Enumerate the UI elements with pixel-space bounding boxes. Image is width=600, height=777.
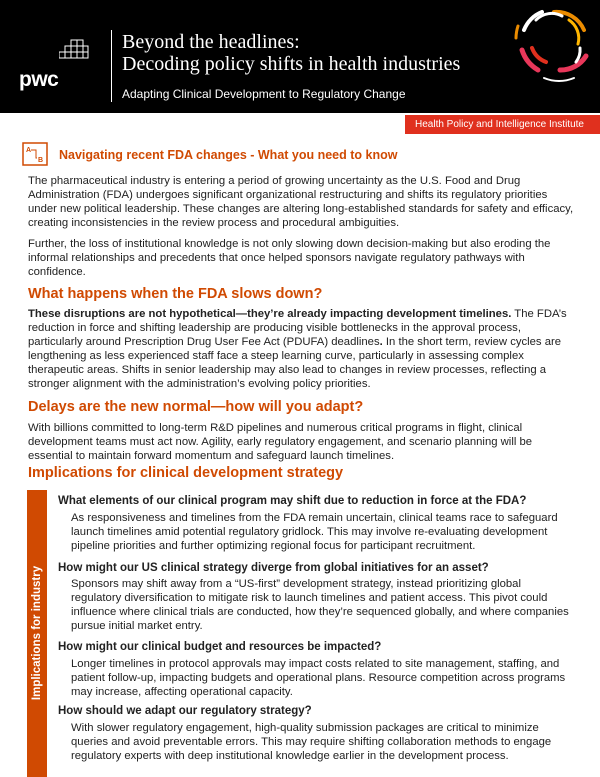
icon-letter-b: B: [38, 157, 44, 164]
question-1: What elements of our clinical program may shift due to reduction in force at the FDA?: [58, 495, 527, 507]
delays-heading: Delays are the new normal—how will you adapt?: [28, 399, 364, 415]
icon-letter-a: A: [26, 147, 32, 154]
header-divider: [111, 30, 112, 102]
implications-heading: Implications for clinical development strategy: [28, 465, 344, 481]
slowdown-heading: What happens when the FDA slows down?: [28, 286, 323, 302]
answer-2: Sponsors may shift away from a “US-first” development strategy, instead prioritizing global regulatory diversification to mitigate risk to launch timelines and patient access. This pivot could influence where clinical trials are conducted, how they’re sequenced globally, and where companies pursue initial market entry.: [71, 578, 569, 632]
intro-heading: Navigating recent FDA changes - What you need to know: [59, 148, 398, 162]
page-title-line2: Decoding policy shifts in health industries: [122, 53, 461, 75]
slowdown-bold-lead: These disruptions are not hypothetical—they’re already impacting development timelines.: [28, 308, 512, 320]
question-3: How might our clinical budget and resources be impacted?: [58, 641, 382, 653]
intro-paragraph-2: Further, the loss of institutional knowledge is not only slowing down decision-making but also eroding the informal relationships and precedents that once helped sponsors navigate regulatory pathways with confidence.: [28, 238, 551, 278]
intro-paragraph-1: The pharmaceutical industry is entering a period of growing uncertainty as the U.S. Food and Drug Administration (FDA) undergoes significant organizational restructuring and shifts its regulatory priorities under new political leadership. These changes are altering long-established standards for safety and efficacy, creating inconsistencies in the review process and procedural ambiguities.: [28, 175, 574, 229]
question-4: How should we adapt our regulatory strategy?: [58, 705, 312, 717]
page-title-line1: Beyond the headlines:: [122, 31, 300, 53]
a-to-b-icon: [22, 142, 48, 166]
implications-side-label: Implications for industry: [31, 565, 43, 701]
pwc-logo: [19, 38, 89, 90]
slowdown-text-b: In the short term, review cycles are lengthening as less experienced staff face a steep learning curve, particularly in assessing complex therapeutic areas. Shifts in senior leadership may also lead to changes in review processes, reflecting a stronger alignment with the administration’s evolving policy priorities.: [28, 336, 562, 390]
header-banner: [0, 0, 600, 113]
answer-4: With slower regulatory engagement, high-quality submission packages are critical to minimize queries and avoid preventable errors. This may require shifting collaboration methods to engage regulatory experts with deep institutional knowledge earlier in the development process.: [71, 722, 552, 762]
delays-paragraph: With billions committed to long-term R&D pipelines and numerous critical programs in flight, clinical development teams must act now. Agility, early regulatory engagement, and scenario planning will be essential to maintain forward momentum and safeguard launch timelines.: [28, 422, 533, 462]
slowdown-bold-period: .: [379, 336, 383, 348]
pwc-logo-text: pwc: [19, 68, 59, 91]
answer-1: As responsiveness and timelines from the FDA remain uncertain, clinical teams race to safeguard launch timelines amid potential regulatory gridlock. This may involve re-evaluating development pipeline priorities and further optimizing regional focus for participant recruitment.: [71, 512, 558, 552]
question-2: How might our US clinical strategy diverge from global initiatives for an asset?: [58, 562, 489, 574]
institute-label: Health Policy and Intelligence Institute: [405, 115, 600, 134]
decorative-arcs-icon: [514, 0, 600, 90]
pwc-logo-grid-icon: [59, 38, 89, 66]
answer-3: Longer timelines in protocol approvals may impact costs related to site management, staffing, and patient follow-up, impacting budgets and operational plans. Resource competition across programs may increase, affecting operational capacity.: [71, 658, 566, 698]
slowdown-text-a: The FDA’s reduction in force and shifting leadership are producing visible bottlenecks in the approval process, particularly around Prescription Drug User Fee Act (PDUFA) deadlines: [28, 308, 567, 348]
page-subtitle: Adapting Clinical Development to Regulatory Change: [122, 87, 406, 101]
slowdown-paragraph: [28, 307, 576, 391]
